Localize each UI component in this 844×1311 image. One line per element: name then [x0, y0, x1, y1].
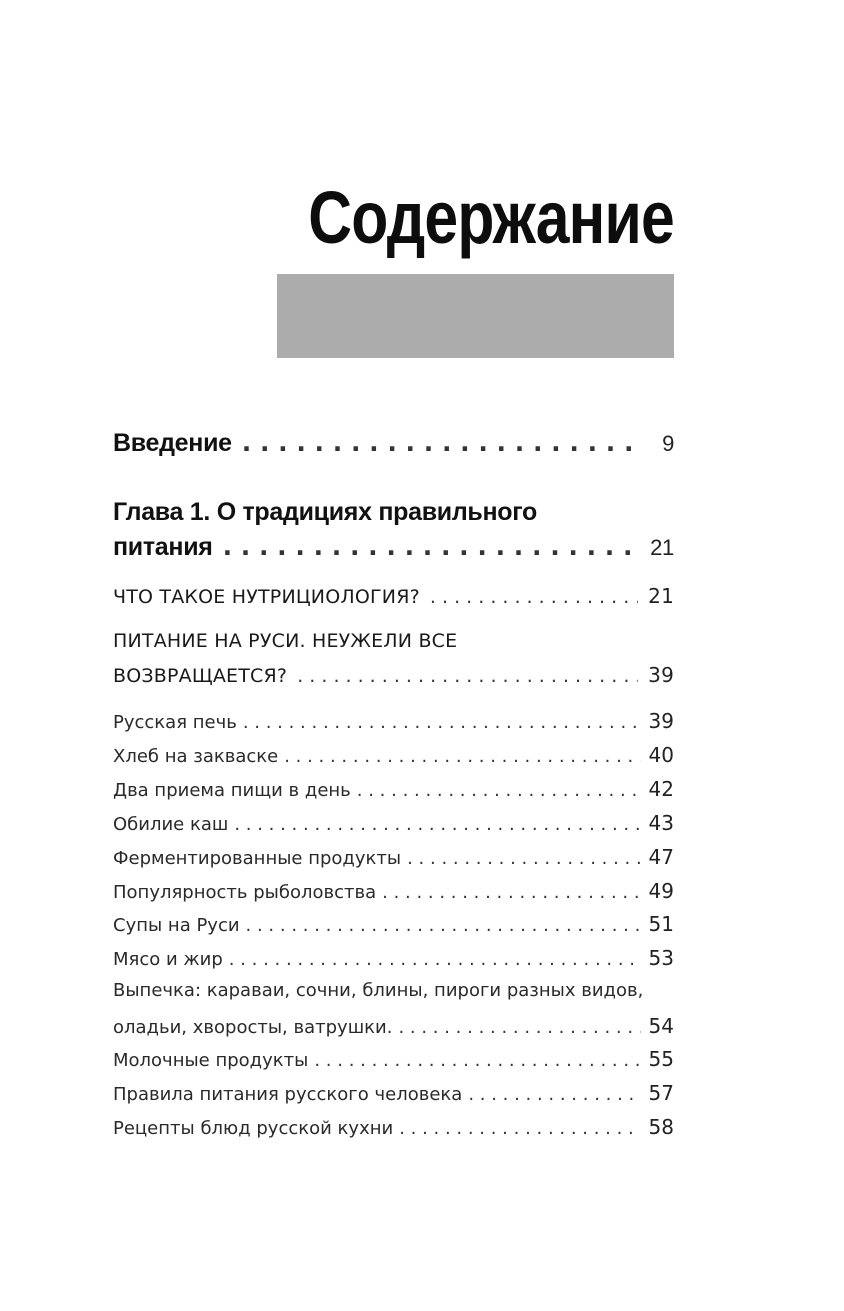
dot-leader — [398, 1017, 640, 1038]
dot-leader — [430, 586, 638, 608]
toc-entry-label: оладьи, хворосты, ватрушки. — [113, 1017, 393, 1038]
toc-entry-page: 47 — [648, 845, 674, 869]
dot-leader — [243, 712, 641, 733]
toc-subentry[interactable] — [113, 912, 674, 936]
toc-entry-section-rus[interactable] — [113, 663, 674, 687]
toc-entry-label: Ферментированные продукты — [113, 848, 402, 869]
dot-leader — [246, 915, 641, 936]
toc-subentry[interactable] — [113, 709, 674, 733]
toc-entry-page: 21 — [648, 584, 674, 608]
toc-entry-page: 9 — [662, 431, 674, 456]
toc-section-2-line-1[interactable]: ПИТАНИЕ НА РУСИ. НЕУЖЕЛИ ВСЕ — [113, 630, 458, 652]
toc-entry-label: Два приема пищи в день — [113, 780, 351, 801]
toc-entry-label: Введение — [113, 429, 232, 457]
toc-entry-page: 53 — [648, 946, 674, 970]
toc-entry-page: 54 — [648, 1014, 674, 1038]
dot-leader — [242, 428, 640, 457]
toc-entry-label: питания — [113, 533, 213, 561]
page-title: Содержание — [308, 176, 674, 259]
toc-subentry[interactable] — [113, 845, 674, 869]
toc-entry-label: Супы на Руси — [113, 915, 240, 936]
toc-entry-page: 39 — [648, 663, 674, 687]
toc-entry-page: 51 — [648, 912, 674, 936]
toc-entry-page: 40 — [648, 743, 674, 767]
toc-entry-page: 43 — [648, 811, 674, 835]
toc-chapter-1-line-1[interactable]: Глава 1. О традициях правильного — [113, 498, 538, 526]
toc-entry-page: 49 — [648, 879, 674, 903]
toc-subentry[interactable] — [113, 1115, 674, 1139]
toc-entry-page: 57 — [648, 1081, 674, 1105]
toc-entry-label: ВОЗВРАЩАЕТСЯ? — [113, 665, 288, 687]
toc-entry-page: 58 — [648, 1115, 674, 1139]
dot-leader — [223, 532, 640, 561]
dot-leader — [297, 665, 638, 687]
toc-entry-label: Рецепты блюд русской кухни — [113, 1118, 394, 1139]
title-underline-bar — [277, 274, 674, 358]
dot-leader — [382, 882, 640, 903]
dot-leader — [234, 814, 640, 835]
toc-subentry-baking[interactable] — [113, 1014, 674, 1038]
toc-entry-page: 21 — [650, 535, 674, 560]
toc-subentry[interactable] — [113, 946, 674, 970]
dot-leader — [399, 1118, 640, 1139]
dot-leader — [284, 746, 640, 767]
toc-entry-label: Обилие каш — [113, 814, 229, 835]
toc-subentry[interactable] — [113, 777, 674, 801]
toc-baking-line-1[interactable]: Выпечка: караваи, сочни, блины, пироги разных видов, — [113, 980, 644, 1001]
toc-entry-section-nutrition[interactable] — [113, 584, 674, 608]
toc-entry-page: 55 — [648, 1047, 674, 1071]
toc-subentry[interactable] — [113, 1047, 674, 1071]
toc-subentry[interactable] — [113, 879, 674, 903]
toc-entry-label: Правила питания русского человека — [113, 1084, 463, 1105]
toc-entry-label: Хлеб на закваске — [113, 746, 279, 767]
toc-entry-label: ЧТО ТАКОЕ НУТРИЦИОЛОГИЯ? — [113, 586, 420, 608]
toc-subentry[interactable] — [113, 743, 674, 767]
toc-subentry[interactable] — [113, 811, 674, 835]
dot-leader — [314, 1050, 640, 1071]
toc-entry-label: Русская печь — [113, 712, 237, 733]
dot-leader — [468, 1084, 640, 1105]
toc-entry-label: Молочные продукты — [113, 1050, 309, 1071]
toc-entry-page: 39 — [648, 709, 674, 733]
toc-entry-chapter-1[interactable] — [113, 532, 674, 562]
dot-leader — [229, 949, 641, 970]
toc-entry-label: Популярность рыболовства — [113, 882, 377, 903]
dot-leader — [407, 848, 640, 869]
dot-leader — [357, 780, 641, 801]
toc-entry-label: Мясо и жир — [113, 949, 223, 970]
toc-entry-page: 42 — [648, 777, 674, 801]
toc-subentry[interactable] — [113, 1081, 674, 1105]
toc-entry-introduction[interactable] — [113, 428, 674, 458]
